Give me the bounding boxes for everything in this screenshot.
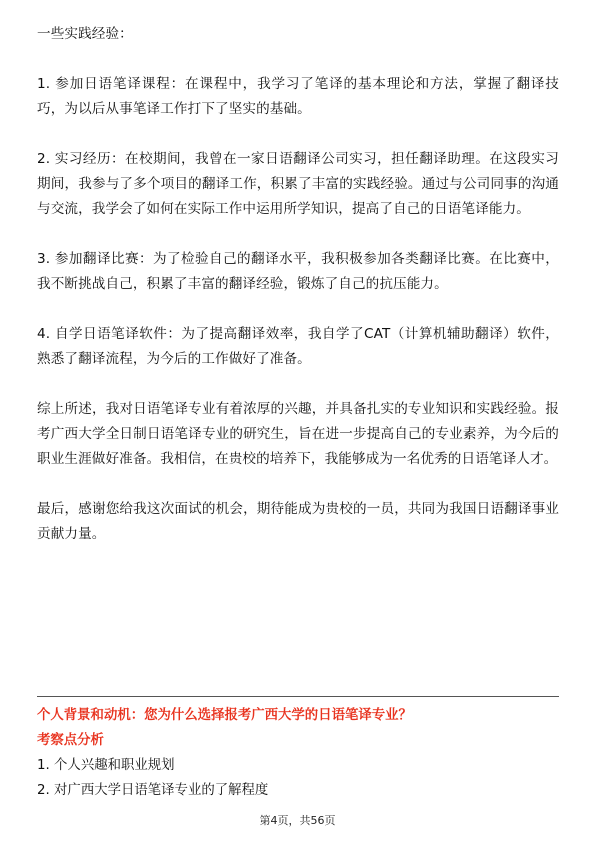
page-number: 第4页，共56页 <box>259 814 336 827</box>
paragraph-internship: 2. 实习经历：在校期间，我曾在一家日语翻译公司实习，担任翻译助理。在这段实习期间，我参与了多个项目的翻译工作，积累了丰富的实践经验。通过与公司同事的沟通与交流，我学会了如何在实际工作中运用所学知识，提高了自己的日语笔译能力。 <box>37 151 559 217</box>
analysis-heading: 考察点分析 <box>37 733 104 748</box>
answer-body <box>37 22 559 547</box>
question-section <box>37 703 559 803</box>
paragraph-competition: 3. 参加翻译比赛：为了检验自己的翻译水平，我积极参加各类翻译比赛。在比赛中，我不断挑战自己，积累了丰富的翻译经验，锻炼了自己的抗压能力。 <box>37 251 559 292</box>
analysis-item: 1. 个人兴趣和职业规划 <box>37 758 175 773</box>
spacer <box>37 222 559 247</box>
paragraph-course: 1. 参加日语笔译课程：在课程中，我学习了笔译的基本理论和方法，掌握了翻译技巧，为以后从事笔译工作打下了坚实的基础。 <box>37 76 559 117</box>
paragraph-software: 4. 自学日语笔译软件：为了提高翻译效率，我自学了CAT（计算机辅助翻译）软件，熟悉了翻译流程，为今后的工作做好了准备。 <box>37 326 559 367</box>
question-title: 个人背景和动机：您为什么选择报考广西大学的日语笔译专业？ <box>37 708 412 723</box>
intro-line: 一些实践经验： <box>37 26 133 42</box>
paragraph-closing: 最后，感谢您给我这次面试的机会，期待能成为贵校的一员，共同为我国日语翻译事业贡献力量。 <box>37 501 559 542</box>
spacer <box>37 372 559 397</box>
analysis-item: 2. 对广西大学日语笔译专业的了解程度 <box>37 783 269 798</box>
spacer <box>37 47 559 72</box>
spacer <box>37 122 559 147</box>
paragraph-summary: 综上所述，我对日语笔译专业有着浓厚的兴趣，并具备扎实的专业知识和实践经验。报考广西大学全日制日语笔译专业的研究生，旨在进一步提高自己的专业素养，为今后的职业生涯做好准备。我相信，在贵校的培养下，我能够成为一名优秀的日语笔译人才。 <box>37 401 559 467</box>
spacer <box>37 297 559 322</box>
spacer <box>37 472 559 497</box>
section-divider <box>37 696 559 697</box>
